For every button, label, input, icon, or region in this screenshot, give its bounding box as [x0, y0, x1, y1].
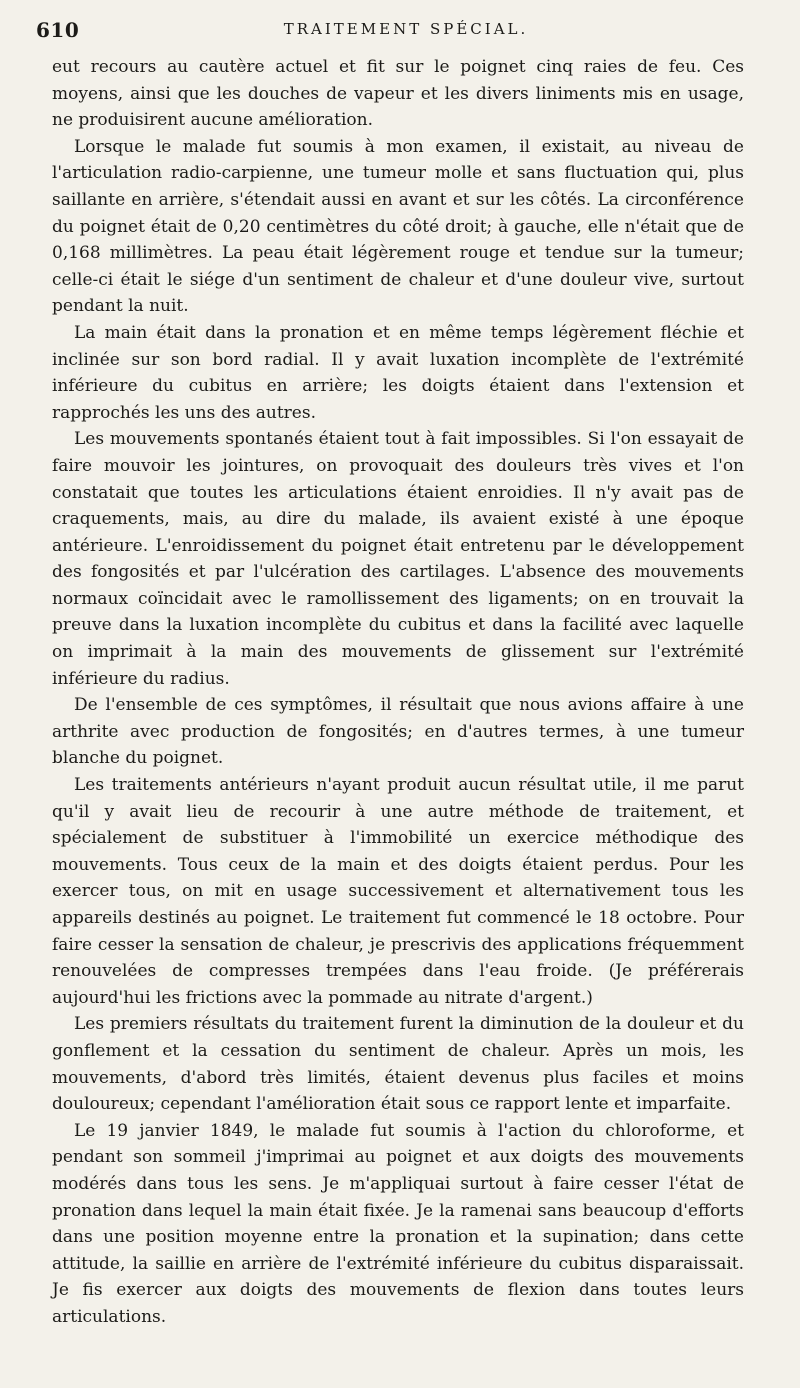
- paragraph: Lorsque le malade fut soumis à mon examen, il existait, au niveau de l'articulation radio-carpienne, une tumeur molle et sans fluctuation qui, plus saillante en arrière, s'étendait aussi en avant et sur les côtés. La circonférence du poignet était de 0,20 centimètres du côté droit; à gauche, elle n'était que de 0,168 millimètres. La peau était légèrement rouge et tendue sur la tumeur; celle-ci était le siége d'un sentiment de chaleur et d'une douleur vive, surtout pendant la nuit.: [52, 136, 744, 317]
- page-header: [36, 18, 776, 46]
- page-number: 610: [36, 18, 80, 42]
- paragraph: De l'ensemble de ces symptômes, il résultait que nous avions affaire à une arthrite avec production de fongosités; en d'autres termes, à une tumeur blanche du poignet.: [52, 695, 744, 769]
- paragraph: Les traitements antérieurs n'ayant produit aucun résultat utile, il me parut qu'il y avait lieu de recourir à une autre méthode de traitement, et spécialement de substituer à l'immobilité un exercice méthodique des mouvements. Tous ceux de la main et des doigts étaient perdus. Pour les exercer tous, on mit en usage successivement et alternativement tous les appareils destinés au poignet. Le traitement fut commencé le 18 octobre. Pour faire cesser la sensation de chaleur, je prescrivis des applications fréquemment renouvelées de compresses trempées dans l'eau froide. (Je préférerais aujourd'hui les frictions avec la pommade au nitrate d'argent.): [52, 775, 744, 1008]
- paragraph: Les premiers résultats du traitement furent la diminution de la douleur et du gonflement et la cessation du sentiment de chaleur. Après un mois, les mouvements, d'abord très limités, étaient devenus plus faciles et moins douloureux; cependant l'amélioration était sous ce rapport lente et imparfaite.: [52, 1014, 744, 1115]
- paragraph: Les mouvements spontanés étaient tout à fait impossibles. Si l'on essayait de faire mouvoir les jointures, on provoquait des douleurs très vives et l'on constatait que toutes les articulations étaient enroidies. Il n'y avait pas de craquements, mais, au dire du malade, ils avaient existé à une époque antérieure. L'enroidissement du poignet était entretenu par le développement des fongosités et par l'ulcération des cartilages. L'absence des mouvements normaux coïncidait avec le ramollissement des ligaments; on en trouvait la preuve dans la luxation incomplète du cubitus et dans la facilité avec laquelle on imprimait à la main des mouvements de glissement sur l'extrémité inférieure du radius.: [52, 429, 744, 689]
- paragraph: La main était dans la pronation et en même temps légèrement fléchie et inclinée sur son bord radial. Il y avait luxation incomplète de l'extrémité inférieure du cubitus en arrière; les doigts étaient dans l'extension et rapprochés les uns des autres.: [52, 322, 744, 423]
- running-head: TRAITEMENT SPÉCIAL.: [283, 20, 529, 38]
- body-text: [52, 54, 744, 1331]
- paragraph: eut recours au cautère actuel et fit sur le poignet cinq raies de feu. Ces moyens, ainsi que les douches de vapeur et les divers liniments mis en usage, ne produisirent aucune amélioration.: [52, 57, 744, 131]
- paragraph: Le 19 janvier 1849, le malade fut soumis à l'action du chloroforme, et pendant son sommeil j'imprimai au poignet et aux doigts des mouvements modérés dans tous les sens. Je m'appliquai surtout à faire cesser l'état de pronation dans lequel la main était fixée. Je la ramenai sans beaucoup d'efforts dans une position moyenne entre la pronation et la supination; dans cette attitude, la saillie en arrière de l'extrémité inférieure du cubitus disparaissait. Je fis exercer aux doigts des mouvements de flexion dans toutes leurs articulations.: [52, 1120, 744, 1327]
